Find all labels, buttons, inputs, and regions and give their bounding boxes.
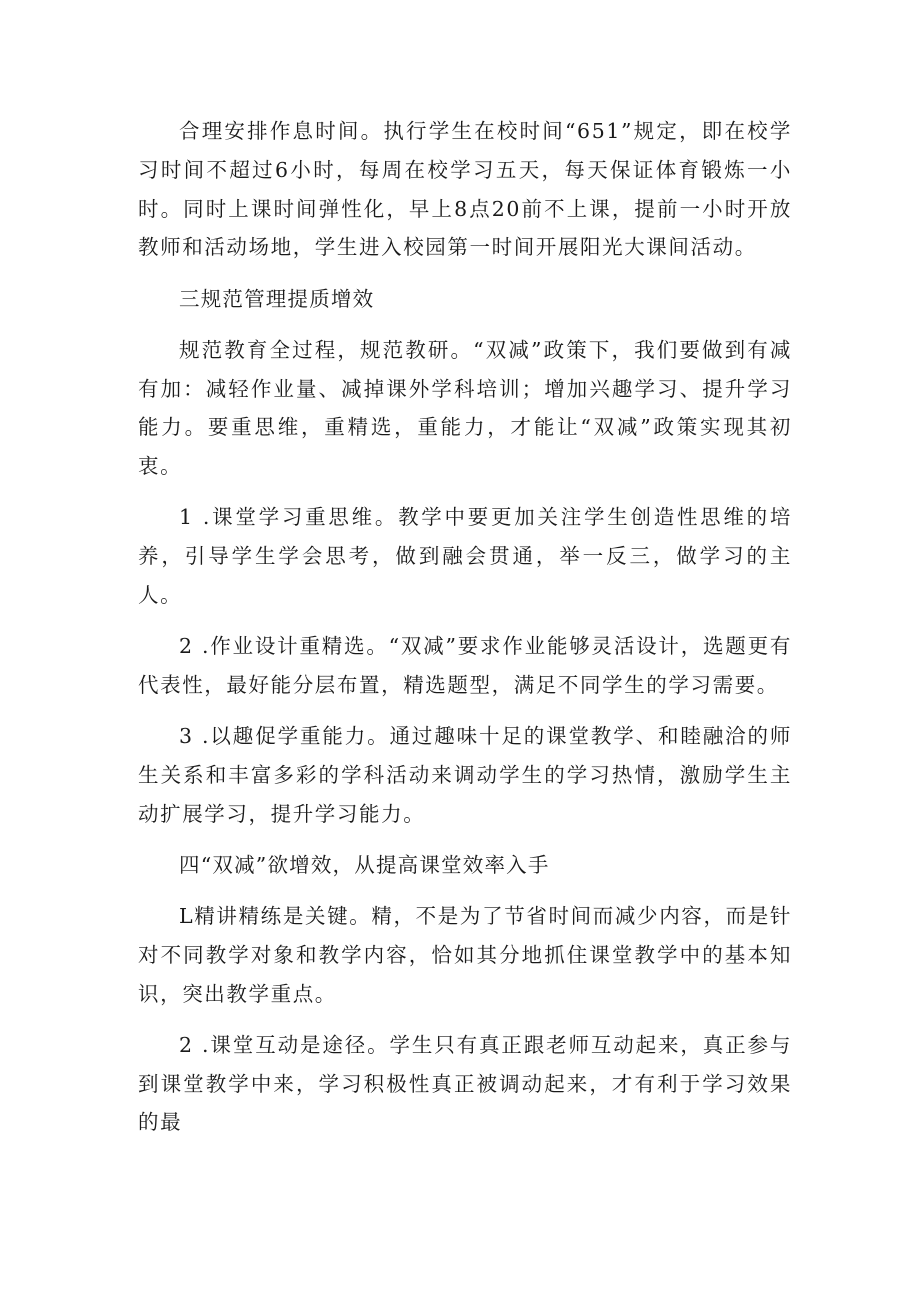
list-item-interest-ability: 3 .以趣促学重能力。通过趣味十足的课堂教学、和睦融洽的师生关系和丰富多彩的学科活动来调动学生的学习热情，激励学生主动扩展学习，提升学习能力。 (138, 724, 792, 826)
section-heading-standardize-management: 三规范管理提质增效 (179, 286, 375, 311)
paragraph-standardize-education: 规范教育全过程，规范教研。“双减”政策下，我们要做到有减有加：减轻作业量、减掉课外学科培训；增加兴趣学习、提升学习能力。要重思维，重精选，重能力，才能让“双减”政策实现其初衷。 (138, 337, 792, 479)
list-item-homework-design: 2 .作业设计重精选。“双减”要求作业能够灵活设计，选题更有代表性，最好能分层布置，精选题型，满足不同学生的学习需要。 (138, 634, 792, 697)
list-item-refined-teaching: L精讲精练是关键。精，不是为了节省时间而减少内容，而是针对不同教学对象和教学内容，恰如其分地抓住课堂教学中的基本知识，突出教学重点。 (138, 904, 792, 1006)
list-item-classroom-thinking: 1 .课堂学习重思维。教学中要更加关注学生创造性思维的培养，引导学生学会思考，做到融会贯通，举一反三，做学习的主人。 (138, 505, 792, 607)
section-heading-classroom-efficiency: 四“双减”欲增效，从提高课堂效率入手 (179, 852, 550, 877)
list-item-classroom-interaction: 2 .课堂互动是途径。学生只有真正跟老师互动起来，真正参与到课堂教学中来，学习积极性真正被调动起来，才有利于学习效果的最 (138, 1032, 792, 1135)
paragraph-rest-schedule: 合理安排作息时间。执行学生在校时间“651”规定，即在校学习时间不超过6小时，每周在校学习五天，每天保证体育锻炼一小时。同时上课时间弹性化，早上8点20前不上课，提前一小时开放教师和活动场地，学生进入校园第一时间开展阳光大课间活动。 (138, 119, 792, 260)
document-page (138, 112, 792, 1142)
